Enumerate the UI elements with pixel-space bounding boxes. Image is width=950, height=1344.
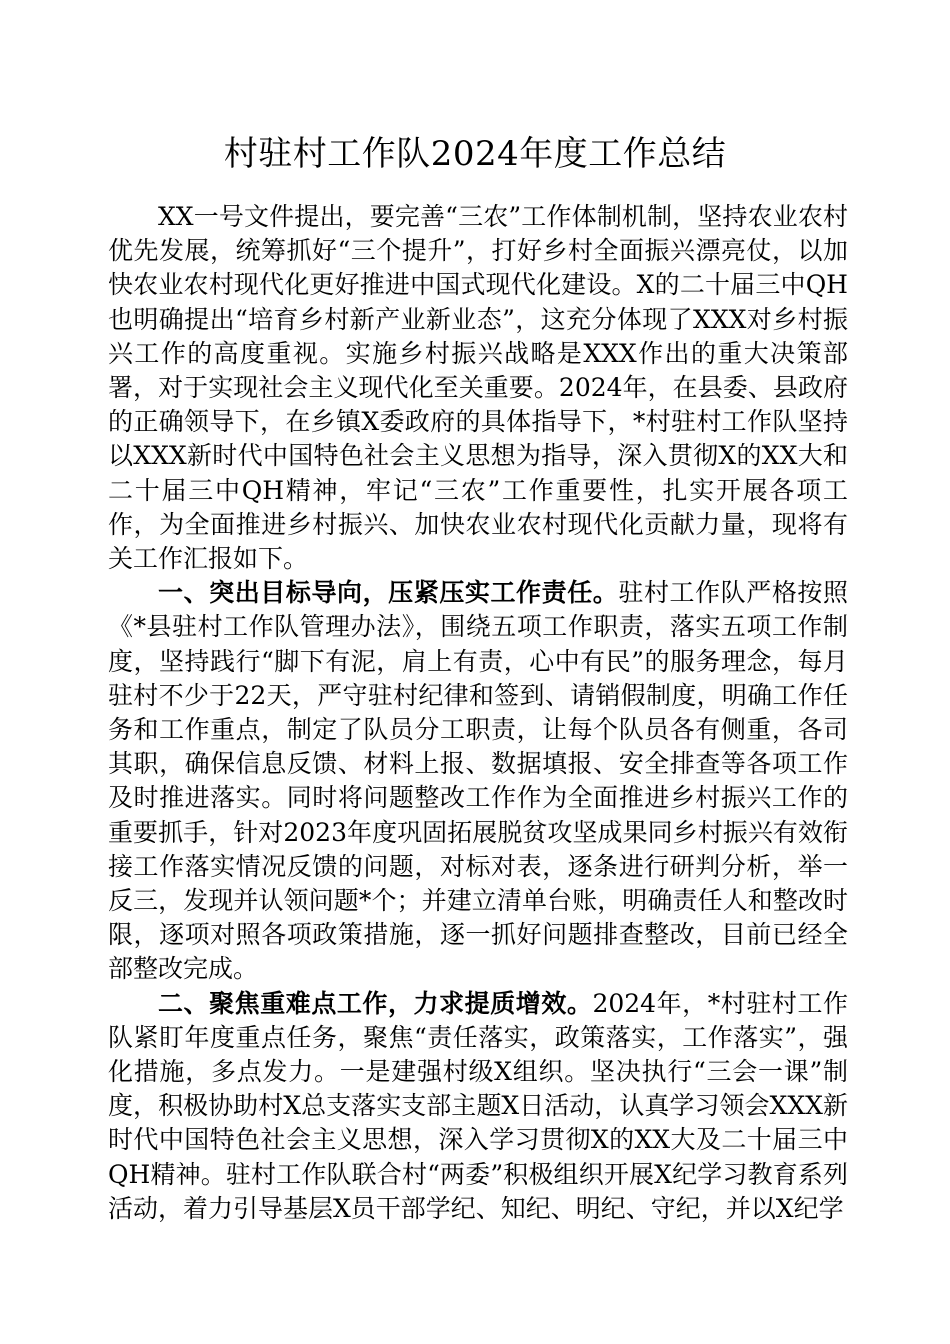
paragraph-intro — [108, 200, 848, 576]
section-heading: 二、聚焦重难点工作，力求提质增效。 — [158, 988, 593, 1018]
document-title: 村驻村工作队2024年度工作总结 — [223, 134, 727, 174]
document-body — [108, 200, 848, 1226]
section-heading: 一、突出目标导向，压紧压实工作责任。 — [158, 578, 619, 608]
paragraph-text: XX一号文件提出，要完善“三农”工作体制机制，坚持农业农村优先发展，统筹抓好“三个提升”，打好乡村全面振兴漂亮仗，以加快农业农村现代化更好推进中国式现代化建设。X的二十届三中QH也明确提出“培育乡村新产业新业态”，这充分体现了XXX对乡村振兴工作的高度重视。实施乡村振兴战略是XXX作出的重大决策部署，对于实现社会主义现代化至关重要。2024年，在县委、县政府的正确领导下，在乡镇X委政府的具体指导下，*村驻村工作队坚持以XXX新时代中国特色社会主义思想为指导，深入贯彻X的XX大和二十届三中QH精神，牢记“三农”工作重要性，扎实开展各项工作，为全面推进乡村振兴、加快农业农村现代化贡献力量，现将有关工作汇报如下。 — [108, 202, 848, 574]
paragraph-section-1 — [108, 576, 848, 986]
paragraph-text: 2024年，*村驻村工作队紧盯年度重点任务，聚焦“责任落实，政策落实，工作落实”，强化措施，多点发力。一是建强村级X组织。坚决执行“三会一课”制度，积极协助村X总支落实支部主题X日活动，认真学习领会XXX新时代中国特色社会主义思想，深入学习贯彻X的XX大及二十届三中QH精神。驻村工作队联合村“两委”积极组织开展X纪学习教育系列活动，着力引导基层X员干部学纪、知纪、明纪、守纪，并以X纪学 — [108, 988, 848, 1223]
paragraph-section-2 — [108, 987, 848, 1226]
paragraph-text: 驻村工作队严格按照《*县驻村工作队管理办法》，围绕五项工作职责，落实五项工作制度，坚持践行“脚下有泥，肩上有责，心中有民”的服务理念，每月驻村不少于22天，严守驻村纪律和签到、请销假制度，明确工作任务和工作重点，制定了队员分工职责，让每个队员各有侧重，各司其职，确保信息反馈、材料上报、数据填报、安全排查等各项工作及时推进落实。同时将问题整改工作作为全面推进乡村振兴工作的重要抓手，针对2023年度巩固拓展脱贫攻坚成果同乡村振兴有效衔接工作落实情况反馈的问题，对标对表，逐条进行研判分析，举一反三，发现并认领问题*个；并建立清单台账，明确责任人和整改时限，逐项对照各项政策措施，逐一抓好问题排查整改，目前已经全部整改完成。 — [108, 578, 848, 984]
